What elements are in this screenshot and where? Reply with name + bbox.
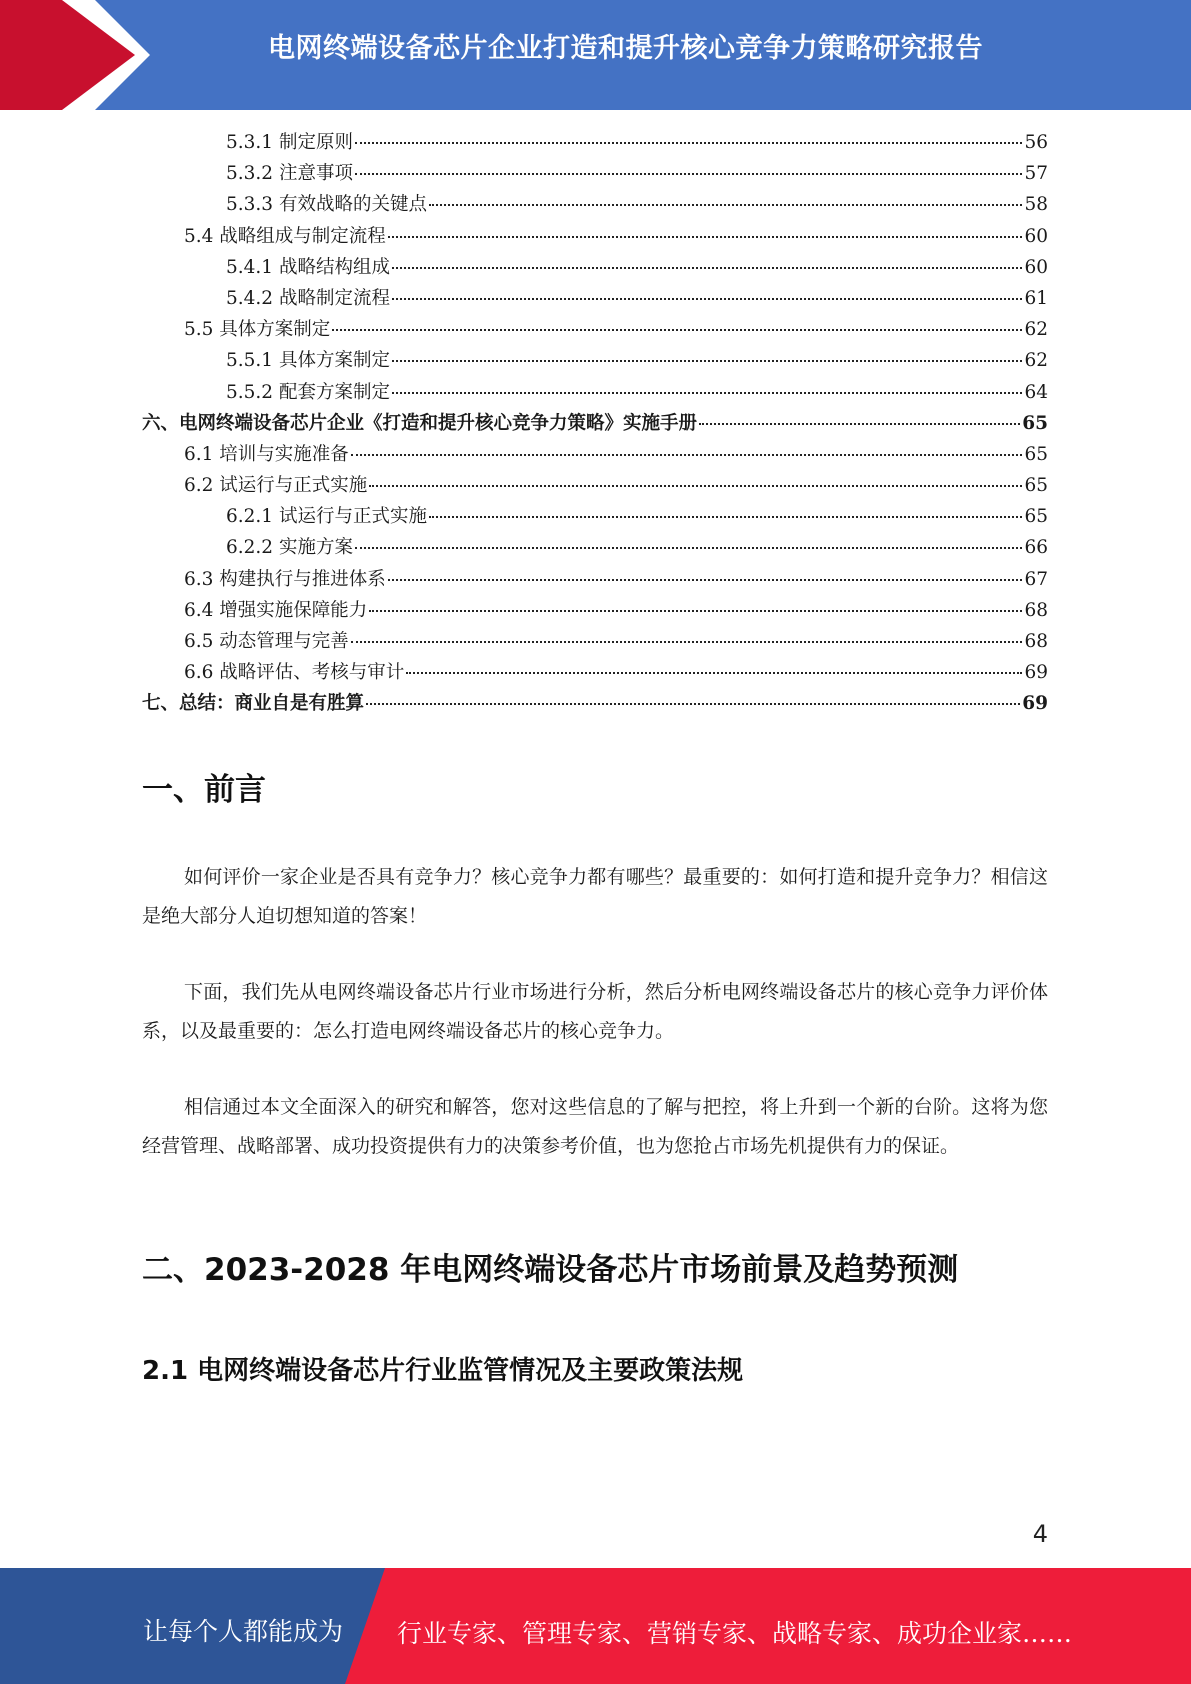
toc-entry-label: 七、总结：商业自是有胜算 — [142, 693, 365, 715]
header-banner — [0, 0, 1191, 110]
toc-entry-page: 68 — [1024, 599, 1048, 621]
policy-subsection-heading: 2.1 电网终端设备芯片行业监管情况及主要政策法规 — [142, 1356, 744, 1386]
toc-entry-page: 67 — [1024, 568, 1048, 590]
toc-entry[interactable] — [142, 409, 1048, 440]
toc-entry-page: 65 — [1024, 506, 1048, 528]
toc-leader-dots — [392, 298, 1022, 300]
toc-entry-label: 6.2 试运行与正式实施 — [184, 475, 368, 497]
toc-leader-dots — [366, 703, 1020, 705]
toc-entry[interactable] — [142, 128, 1048, 159]
toc-entry[interactable] — [142, 627, 1048, 658]
toc-entry-label: 6.5 动态管理与完善 — [184, 631, 349, 652]
toc-entry[interactable] — [142, 565, 1048, 596]
toc-leader-dots — [355, 142, 1023, 144]
toc-entry-label: 5.3.2 注意事项 — [226, 163, 353, 185]
toc-entry-page: 69 — [1022, 693, 1048, 715]
toc-leader-dots — [429, 204, 1022, 206]
toc-entry[interactable] — [142, 689, 1048, 720]
toc-entry[interactable] — [142, 378, 1048, 409]
toc-entry-label: 5.3.3 有效战略的关键点 — [226, 194, 427, 216]
toc-entry-page: 56 — [1024, 132, 1048, 153]
toc-entry-page: 65 — [1024, 443, 1048, 465]
footer-slogan-left: 让每个人都能成为 — [143, 1617, 344, 1646]
toc-entry[interactable] — [142, 222, 1048, 253]
page-number: 4 — [1032, 1520, 1048, 1548]
toc-entry-label: 5.5 具体方案制定 — [184, 319, 331, 341]
toc-leader-dots — [369, 610, 1022, 612]
toc-entry[interactable] — [142, 315, 1048, 346]
toc-entry-label: 6.6 战略评估、考核与审计 — [184, 662, 405, 684]
toc-entry-page: 65 — [1024, 475, 1048, 497]
preface-heading: 一、前言 — [142, 772, 266, 808]
toc-entry[interactable] — [142, 284, 1048, 315]
toc-entry[interactable] — [142, 346, 1048, 377]
toc-entry-page: 60 — [1024, 256, 1048, 278]
toc-entry-page: 60 — [1024, 225, 1048, 247]
footer-slogan-right: 行业专家、管理专家、营销专家、战略专家、成功企业家…… — [397, 1619, 1073, 1648]
market-outlook-heading: 二、2023-2028 年电网终端设备芯片市场前景及趋势预测 — [142, 1252, 959, 1288]
toc-leader-dots — [388, 579, 1023, 581]
toc-entry-page: 57 — [1024, 163, 1048, 185]
toc-entry[interactable] — [142, 471, 1048, 502]
toc-entry-page: 58 — [1024, 194, 1048, 216]
table-of-contents — [142, 128, 1048, 721]
toc-leader-dots — [699, 423, 1020, 425]
toc-entry[interactable] — [142, 533, 1048, 564]
toc-entry-label: 6.1 培训与实施准备 — [184, 443, 349, 465]
toc-entry-page: 62 — [1024, 319, 1048, 341]
toc-entry-page: 69 — [1024, 662, 1048, 684]
toc-entry[interactable] — [142, 440, 1048, 471]
toc-entry[interactable] — [142, 190, 1048, 221]
toc-leader-dots — [355, 173, 1023, 175]
toc-leader-dots — [388, 236, 1023, 238]
preface-paragraph: 下面，我们先从电网终端设备芯片行业市场进行分析，然后分析电网终端设备芯片的核心竞争力评价体系，以及最重要的：怎么打造电网终端设备芯片的核心竞争力。 — [142, 981, 1048, 1042]
toc-entry-label: 5.4 战略组成与制定流程 — [184, 225, 386, 247]
toc-entry-label: 5.5.2 配套方案制定 — [226, 381, 390, 403]
toc-entry-label: 6.2.1 试运行与正式实施 — [226, 506, 427, 528]
toc-entry-label: 5.5.1 具体方案制定 — [226, 350, 390, 372]
toc-leader-dots — [392, 392, 1022, 394]
toc-entry-label: 6.3 构建执行与推进体系 — [184, 568, 386, 590]
toc-leader-dots — [332, 329, 1022, 331]
toc-leader-dots — [429, 516, 1022, 518]
toc-entry[interactable] — [142, 502, 1048, 533]
toc-entry-page: 64 — [1024, 381, 1048, 403]
toc-leader-dots — [406, 672, 1022, 674]
toc-leader-dots — [351, 454, 1023, 456]
toc-leader-dots — [392, 267, 1022, 269]
toc-leader-dots — [351, 641, 1023, 643]
toc-entry-label: 6.4 增强实施保障能力 — [184, 599, 368, 621]
toc-leader-dots — [355, 547, 1023, 549]
toc-entry[interactable] — [142, 596, 1048, 627]
preface-paragraph: 相信通过本文全面深入的研究和解答，您对这些信息的了解与把控，将上升到一个新的台阶。这将为您经营管理、战略部署、成功投资提供有力的决策参考价值，也为您抢占市场先机提供有力的保证。 — [142, 1096, 1048, 1157]
toc-entry-page: 66 — [1024, 537, 1048, 559]
toc-leader-dots — [369, 485, 1022, 487]
toc-entry[interactable] — [142, 159, 1048, 190]
toc-entry-page: 68 — [1024, 631, 1048, 652]
toc-entry-label: 5.4.2 战略制定流程 — [226, 287, 390, 309]
preface-paragraph: 如何评价一家企业是否具有竞争力？核心竞争力都有哪些？最重要的：如何打造和提升竞争力？相信这是绝大部分人迫切想知道的答案！ — [142, 866, 1048, 927]
toc-entry-label: 5.4.1 战略结构组成 — [226, 256, 390, 278]
toc-entry-page: 62 — [1024, 350, 1048, 372]
toc-leader-dots — [392, 360, 1022, 362]
toc-entry-label: 6.2.2 实施方案 — [226, 537, 353, 559]
toc-entry-label: 5.3.1 制定原则 — [226, 132, 353, 153]
toc-entry-page: 61 — [1024, 287, 1048, 309]
toc-entry-label: 六、电网终端设备芯片企业《打造和提升核心竞争力策略》实施手册 — [142, 412, 698, 434]
toc-entry-page: 65 — [1022, 412, 1048, 434]
toc-entry[interactable] — [142, 658, 1048, 689]
toc-entry[interactable] — [142, 253, 1048, 284]
report-title: 电网终端设备芯片企业打造和提升核心竞争力策略研究报告 — [268, 33, 983, 64]
footer-banner — [0, 1568, 1191, 1684]
